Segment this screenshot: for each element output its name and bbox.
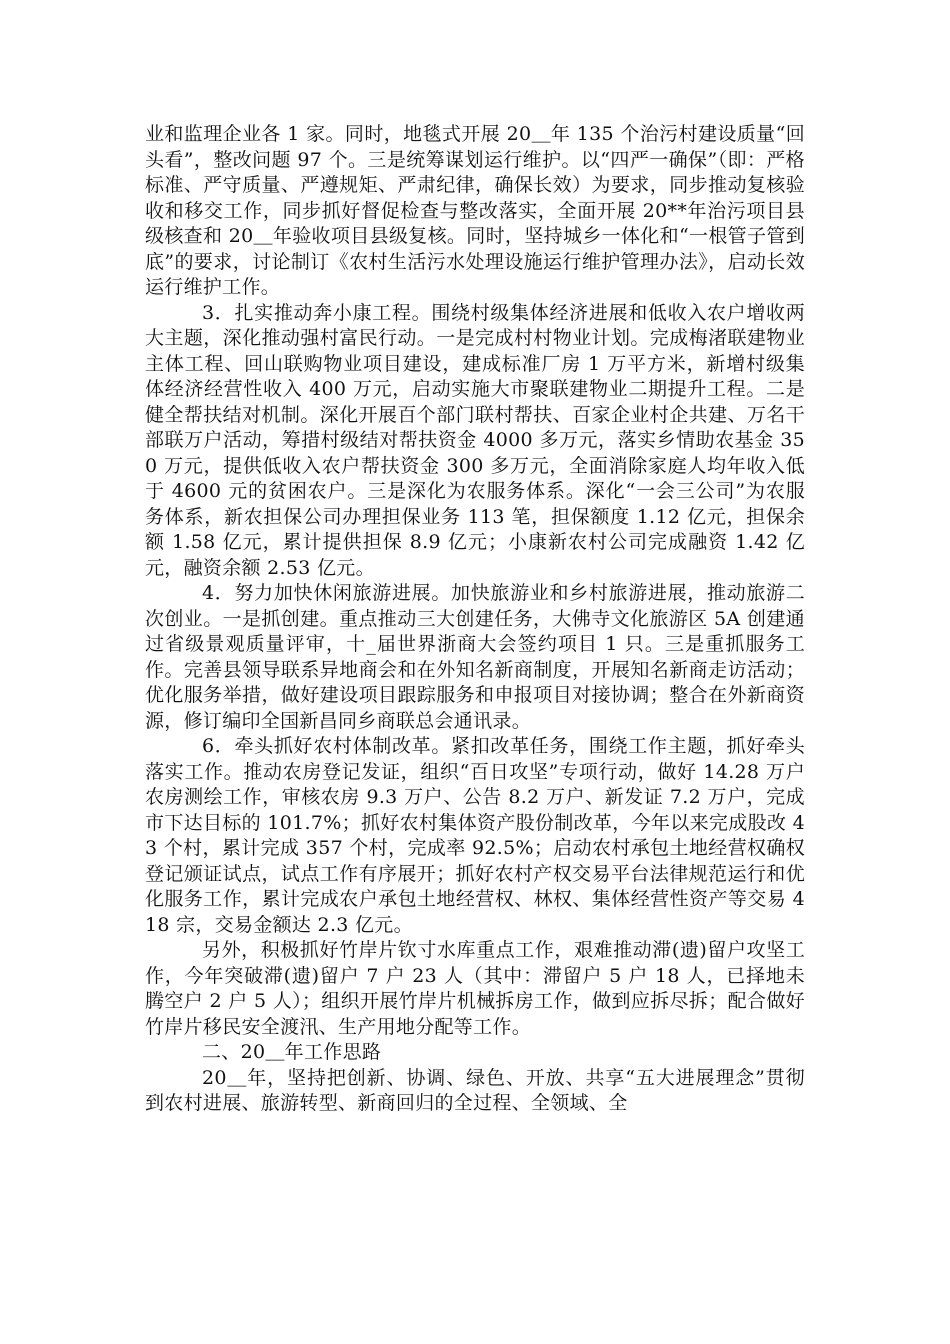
paragraph-water-treatment-continued: 业和监理企业各 1 家。同时，地毯式开展 20＿年 135 个治污村建设质量“回头看”，整改问题 97 个。三是统筹谋划运行维护。以“四严一确保”（即：严格标准、严守质量、严遵规矩、严肃纪律，确保长效）为要求，同步推动复核验收和移交工作，同步抓好督促检查与整改落实，全面开展 20**年治污项目县级核查和 20＿年验收项目县级复核。同时，坚持城乡一体化和“一根管子管到底”的要求，讨论制订《农村生活污水处理设施运行维护管理办法》，启动长效运行维护工作。 xyxy=(145,123,805,298)
paragraph-work-plan-intro: 20＿年，坚持把创新、协调、绿色、开放、共享“五大进展理念”贯彻到农村进展、旅游转型、新商回归的全过程、全领域、全 xyxy=(145,1066,805,1114)
document-body xyxy=(145,122,805,1117)
paragraph-leisure-tourism: 4．努力加快休闲旅游进展。加快旅游业和乡村旅游进展，推动旅游二次创业。一是抓创建。重点推动三大创建任务，大佛寺文化旅游区 5A 创建通过省级景观质量评审，十_届世界浙商大会签约项目 1 只。三是重抓服务工作。完善县领导联系异地商会和在外知名新商制度，开展知名新商走访活动；优化服务举措，做好建设项目跟踪服务和申报项目对接协调；整合在外新商资源，修订编印全国新昌同乡商联总会通讯录。 xyxy=(145,582,805,732)
paragraph-reservoir-work: 另外，积极抓好竹岸片钦寸水库重点工作，艰难推动滞(遗)留户攻坚工作，今年突破滞(遗)留户 7 户 23 人（其中：滞留户 5 户 18 人，已择地未腾空户 2 户 5 人）；组织开展竹岸片机械拆房工作，做到应拆尽拆；配合做好竹岸片移民安全渡汛、生产用地分配等工作。 xyxy=(145,939,805,1038)
paragraph-xiaokang-project: 3．扎实推动奔小康工程。围绕村级集体经济进展和低收入农户增收两大主题，深化推动强村富民行动。一是完成村村物业计划。完成梅渚联建物业主体工程、回山联购物业项目建设，建成标准厂房 1 万平方米，新增村级集体经济经营性收入 400 万元，启动实施大市聚联建物业二期提升工程。二是健全帮扶结对机制。深化开展百个部门联村帮扶、百家企业村企共建、万名干部联万户活动，筹措村级结对帮扶资金 4000 多万元，落实乡情助农基金 350 万元，提供低收入农户帮扶资金 300 多万元，全面消除家庭人均年收入低于 4600 元的贫困农户。三是深化为农服务体系。深化“一会三公司”为农服务体系，新农担保公司办理担保业务 113 笔，担保额度 1.12 亿元，担保余额 1.58 亿元，累计提供担保 8.9 亿元；小康新农村公司完成融资 1.42 亿元，融资余额 2.53 亿元。 xyxy=(145,301,805,579)
paragraph-rural-reform: 6．牵头抓好农村体制改革。紧扣改革任务，围绕工作主题，抓好牵头落实工作。推动农房登记发证，组织“百日攻坚”专项行动，做好 14.28 万户农房测绘工作，审核农房 9.3 万户、公告 8.2 万户、新发证 7.2 万户，完成市下达目标的 101.7%；抓好农村集体资产股份制改革，今年以来完成股改 43 个村，累计完成 357 个村，完成率 92.5%；启动农村承包土地经营权确权登记颁证试点，试点工作有序展开；抓好农村产权交易平台法律规范运行和优化服务工作，累计完成农户承包土地经营权、林权、集体经营性资产等交易 418 宗，交易金额达 2.3 亿元。 xyxy=(145,735,805,936)
section-heading-work-plan: 二、20＿年工作思路 xyxy=(202,1041,382,1063)
